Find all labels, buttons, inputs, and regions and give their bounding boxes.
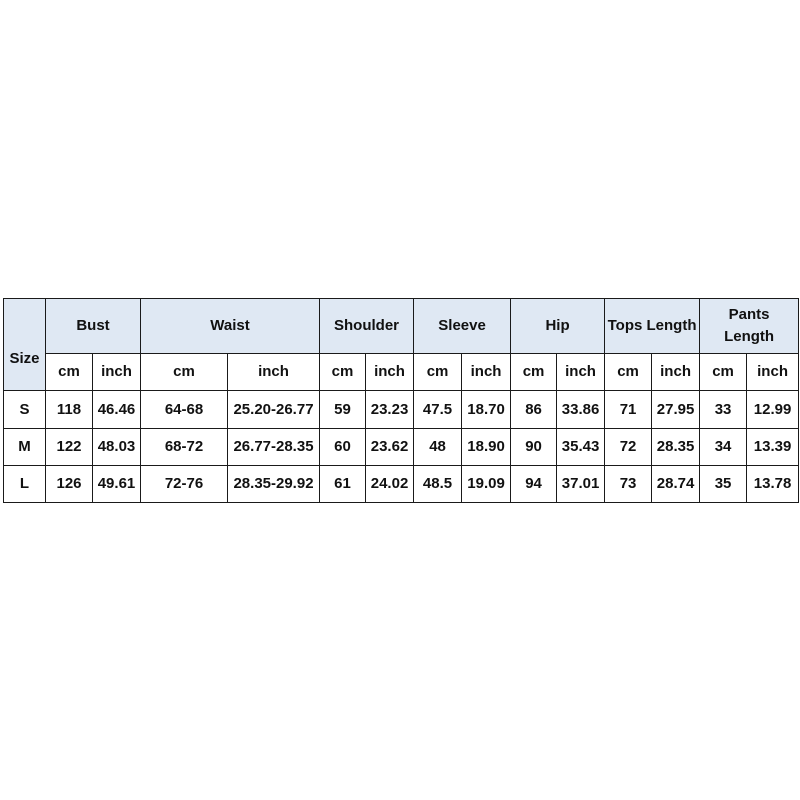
table-cell: 72 [605, 428, 652, 465]
table-cell: 37.01 [557, 465, 605, 502]
table-cell: 61 [320, 465, 366, 502]
unit-header: cm [511, 354, 557, 391]
table-cell: 28.35-29.92 [228, 465, 320, 502]
table-cell: 24.02 [366, 465, 414, 502]
table-cell: 19.09 [462, 465, 511, 502]
table-cell: 23.62 [366, 428, 414, 465]
unit-header: inch [228, 354, 320, 391]
unit-header: cm [414, 354, 462, 391]
table-cell: 47.5 [414, 391, 462, 428]
size-cell: S [4, 391, 46, 428]
group-header-sleeve: Sleeve [414, 299, 511, 354]
table-cell: 46.46 [93, 391, 141, 428]
unit-header: inch [93, 354, 141, 391]
table-row-s [4, 391, 799, 428]
table-cell: 49.61 [93, 465, 141, 502]
table-cell: 71 [605, 391, 652, 428]
table-cell: 25.20-26.77 [228, 391, 320, 428]
table-cell: 26.77-28.35 [228, 428, 320, 465]
unit-header: inch [557, 354, 605, 391]
table-row-l [4, 465, 799, 502]
table-cell: 48.5 [414, 465, 462, 502]
table-cell: 28.74 [652, 465, 700, 502]
size-header: Size [4, 299, 46, 391]
table-cell: 12.99 [747, 391, 799, 428]
table-cell: 68-72 [141, 428, 228, 465]
unit-header: cm [320, 354, 366, 391]
unit-header-row [4, 354, 799, 391]
table-cell: 86 [511, 391, 557, 428]
table-cell: 122 [46, 428, 93, 465]
table-cell: 13.78 [747, 465, 799, 502]
group-header-tops-length: Tops Length [605, 299, 700, 354]
unit-header: cm [605, 354, 652, 391]
table-cell: 33.86 [557, 391, 605, 428]
group-header-pants-length: Pants Length [700, 299, 799, 354]
unit-header: inch [366, 354, 414, 391]
table-cell: 118 [46, 391, 93, 428]
unit-header: inch [652, 354, 700, 391]
size-cell: M [4, 428, 46, 465]
table-cell: 18.70 [462, 391, 511, 428]
group-header-row [4, 299, 799, 354]
table-cell: 35 [700, 465, 747, 502]
table-cell: 23.23 [366, 391, 414, 428]
table-cell: 90 [511, 428, 557, 465]
unit-header: cm [46, 354, 93, 391]
table-cell: 35.43 [557, 428, 605, 465]
group-header-hip: Hip [511, 299, 605, 354]
table-cell: 27.95 [652, 391, 700, 428]
table-cell: 33 [700, 391, 747, 428]
group-header-shoulder: Shoulder [320, 299, 414, 354]
table-cell: 73 [605, 465, 652, 502]
table-cell: 94 [511, 465, 557, 502]
table-cell: 48.03 [93, 428, 141, 465]
table-cell: 34 [700, 428, 747, 465]
table-cell: 126 [46, 465, 93, 502]
size-cell: L [4, 465, 46, 502]
table-cell: 59 [320, 391, 366, 428]
table-row-m [4, 428, 799, 465]
unit-header: cm [700, 354, 747, 391]
table-cell: 18.90 [462, 428, 511, 465]
table-cell: 28.35 [652, 428, 700, 465]
group-header-bust: Bust [46, 299, 141, 354]
unit-header: cm [141, 354, 228, 391]
unit-header: inch [747, 354, 799, 391]
size-chart-table [3, 298, 799, 503]
group-header-waist: Waist [141, 299, 320, 354]
table-cell: 64-68 [141, 391, 228, 428]
table-cell: 72-76 [141, 465, 228, 502]
table-cell: 13.39 [747, 428, 799, 465]
table-cell: 60 [320, 428, 366, 465]
unit-header: inch [462, 354, 511, 391]
table-cell: 48 [414, 428, 462, 465]
